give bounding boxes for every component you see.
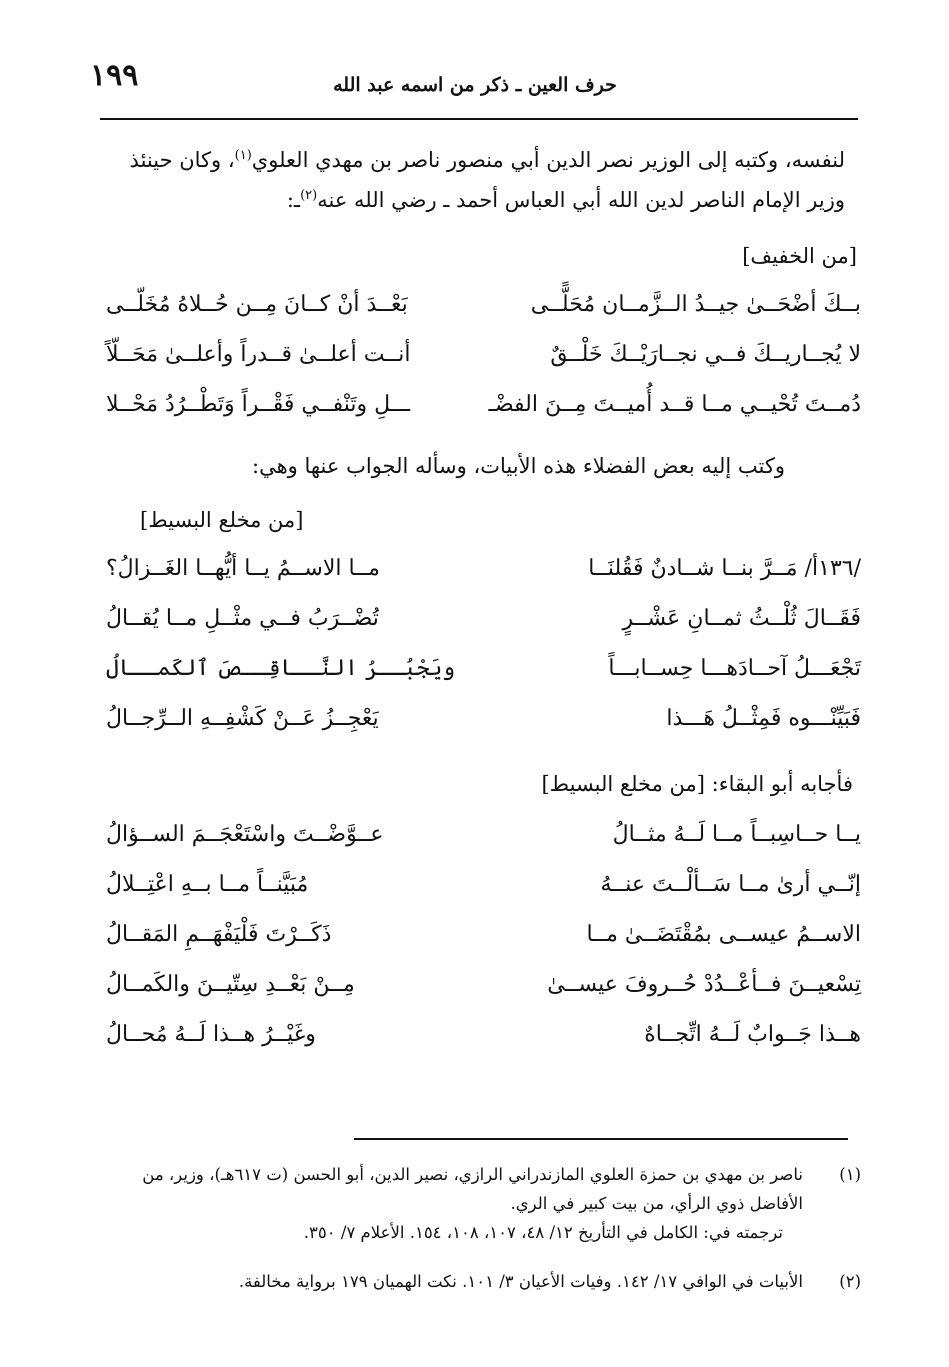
- poem3-verse-1-left: عــوَّضْــتَ واسْتَعْجَــمَ الســؤالُ: [106, 822, 384, 847]
- footnote-2-number: (٢): [839, 1272, 861, 1291]
- poem1-meter: [من الخفيف]: [742, 244, 857, 268]
- footnote-rule: [354, 1138, 848, 1140]
- poem3-verse-3-left: ذَكَــرْتَ فَلْيَفْهَــمِ المَقــالُ: [106, 922, 332, 947]
- footnote-1-number: (١): [839, 1165, 861, 1184]
- page-number: ١٩٩: [90, 58, 139, 93]
- poem3-verse-4-left: مِــنْ بَعْــدِ سِتّيــنَ والكَمــالُ: [106, 972, 355, 997]
- running-header: حرف العين ـ ذكر من اسمه عبد الله: [333, 74, 617, 96]
- footnote-1: [119, 1160, 861, 1247]
- poem3-verse-5-left: وغَيْــرُ هــذا لَــهُ مُحــالُ: [106, 1022, 316, 1047]
- poem3-verse-3-right: الاســمُ عيســى بمُقْتَضَــىٰ مــا: [586, 922, 861, 947]
- poem3-meter: [من مخلع البسيط]: [541, 772, 705, 796]
- poem3-verse-1-right: يــا حــاسِبــاً مــا لَــهُ مثــالُ: [612, 822, 861, 847]
- poem1-verse-1-left: بَعْــدَ أنْ كــانَ مِــن حُــلاهُ مُخَلّــى: [106, 292, 408, 317]
- poem2-verse-4-left: يَعْجِــزُ عَــنْ كَشْفِــهِ الــرِّجــالُ: [106, 706, 379, 731]
- poem2-verse-1-left: مــا الاســمُ يــا أيُّهــا الغَــزالُ؟: [106, 556, 380, 581]
- poem2-verse-4-right: فَبَيِّنْـــوه فَمِثْــلُ هَـــذا: [666, 706, 861, 731]
- footnote-2-line-1: (٢)الأبيات في الوافي ١٧/ ١٤٢. وفيات الأعيان ٣/ ١٠١. نكت الهميان ١٧٩ برواية مخالفة.: [119, 1267, 861, 1296]
- poem2-verse-2-left: تُضْــرَبُ فــي مثْــلِ مــا يُقــالُ: [106, 606, 379, 631]
- footnote-1-line-2: الأفاضل ذوي الرأي، من بيت كبير في الري.: [510, 1194, 803, 1213]
- header-rule: [100, 118, 858, 120]
- transition-text-1: وكتب إليه بعض الفضلاء هذه الأبيات، وسأله الجواب عنها وهي:: [252, 454, 785, 478]
- poem3-verse-2-left: مُبَيَّنــاً مــا بــهِ اعْتِــلالُ: [106, 872, 309, 897]
- poem3-verse-2-right: إنّــي أرىٰ مــا سَــألْــتَ عنــهُ: [600, 872, 861, 897]
- poem2-verse-3-right: تَجْعَـــلُ آحــادَهـــا حِســابـــاً: [608, 656, 861, 681]
- intro-paragraph: [85, 138, 845, 218]
- footnote-ref-2[interactable]: (٢): [300, 188, 318, 203]
- poem2-verse-3-left: ويَجْبُــرُ النَّــاقِــصَ ٱلكَمــالُ: [106, 656, 456, 681]
- footnote-1-line-3: ترجمته في: الكامل في التأريخ ١٢/ ٤٨، ١٠٧، ١٠٨، ١٥٤. الأعلام ٧/ ٣٥٠.: [303, 1223, 783, 1242]
- footnote-2: [119, 1267, 861, 1296]
- poem2-verse-1-right: /١٣٦أ/ مَــرَّ بنــا شــادنٌ فَقُلنَــا: [588, 556, 861, 581]
- poem1-verse-2-left: أنــت أعلــىٰ قــدراً وأعلــىٰ مَحَــلّاً: [106, 342, 411, 367]
- poem1-verse-1-right: بــكَ أضْحَــىٰ جيــدُ الــزَّمــان مُحَلًّــى: [530, 292, 861, 317]
- transition-text-2: فأجابه أبو البقاء: [من مخلع البسيط]: [541, 772, 853, 796]
- poem2-verse-2-right: فَقَــالَ ثُلْــثُ ثمــانِ عَشْــرٍ: [622, 606, 861, 631]
- poem1-verse-3-left: ـــلِ وتَنْفــي فَقْــراً وَتَطْــرُدُ مَحْــلا: [106, 392, 411, 417]
- footnote-ref-1[interactable]: (١): [234, 148, 252, 163]
- intro-line-2: وزير الإمام الناصر لدين الله أبي العباس أحمد ـ رضي الله عنه$^{(٢)}$ـ:: [286, 188, 845, 212]
- poem3-verse-4-right: تِسْعيــنَ فــأعْــدُدْ حُــروفَ عيســىٰ: [547, 972, 861, 997]
- poem2-meter: [من مخلع البسيط]: [140, 508, 304, 532]
- poem3-verse-5-right: هــذا جَــوابٌ لَــهُ اتِّجــاهٌ: [644, 1022, 861, 1047]
- poem1-verse-3-right: دُمــتَ تُحْيــي مــا قــد أُميــتَ مِــنَ الفضْـ: [488, 392, 861, 417]
- folio-marker: /١٣٦أ/: [804, 556, 861, 581]
- intro-line-1: لنفسه، وكتبه إلى الوزير نصر الدين أبي منصور ناصر بن مهدي العلوي$^{(١)}$، وكان حينئذ: [129, 148, 845, 172]
- footnote-1-line-1: (١)ناصر بن مهدي بن حمزة العلوي المازندراني الرازي، نصير الدين، أبو الحسن (ت ٦١٧هـ)، وزير، من: [119, 1160, 861, 1189]
- poem1-verse-2-right: لا يُجــاريــكَ فــي نجــارَيْــكَ خَلْــقٌ: [550, 342, 861, 367]
